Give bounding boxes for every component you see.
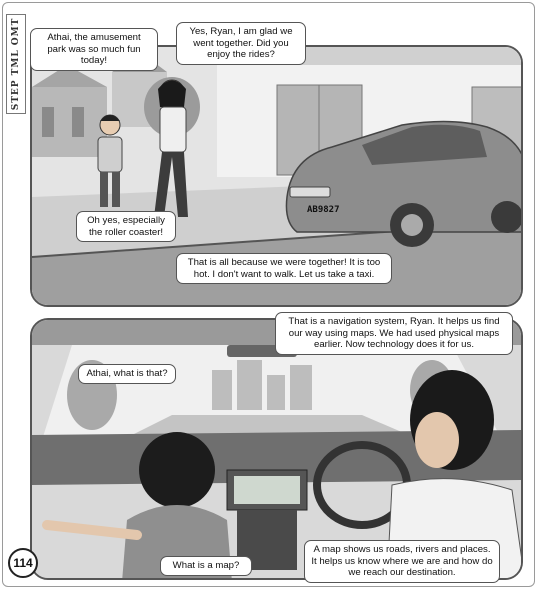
bubble-ryan-park: Athai, the amusement park was so much fun today! [30, 28, 158, 71]
license-plate-text: AB9827 [307, 205, 340, 215]
page-number: 114 [8, 548, 38, 578]
side-label [6, 14, 26, 114]
bubble-athai-nav: That is a navigation system, Ryan. It helps us find our way using maps. We had used physical maps earlier. Now technology does it for us. [275, 312, 513, 355]
bubble-ryan-what: Athai, what is that? [78, 364, 176, 384]
bubble-ryan-map: What is a map? [160, 556, 252, 576]
bubble-athai-taxi: That is all because we were together! It is too hot. I don't want to walk. Let us take a taxi. [176, 253, 392, 284]
bubble-ryan-coaster: Oh yes, especially the roller coaster! [76, 211, 176, 242]
bubble-athai-glad: Yes, Ryan, I am glad we went together. Did you enjoy the rides? [176, 22, 306, 65]
bubble-athai-map: A map shows us roads, rivers and places. It helps us know where we are and how do we reach our destination. [304, 540, 500, 583]
side-label-text: STEP TML OMT [11, 17, 21, 111]
